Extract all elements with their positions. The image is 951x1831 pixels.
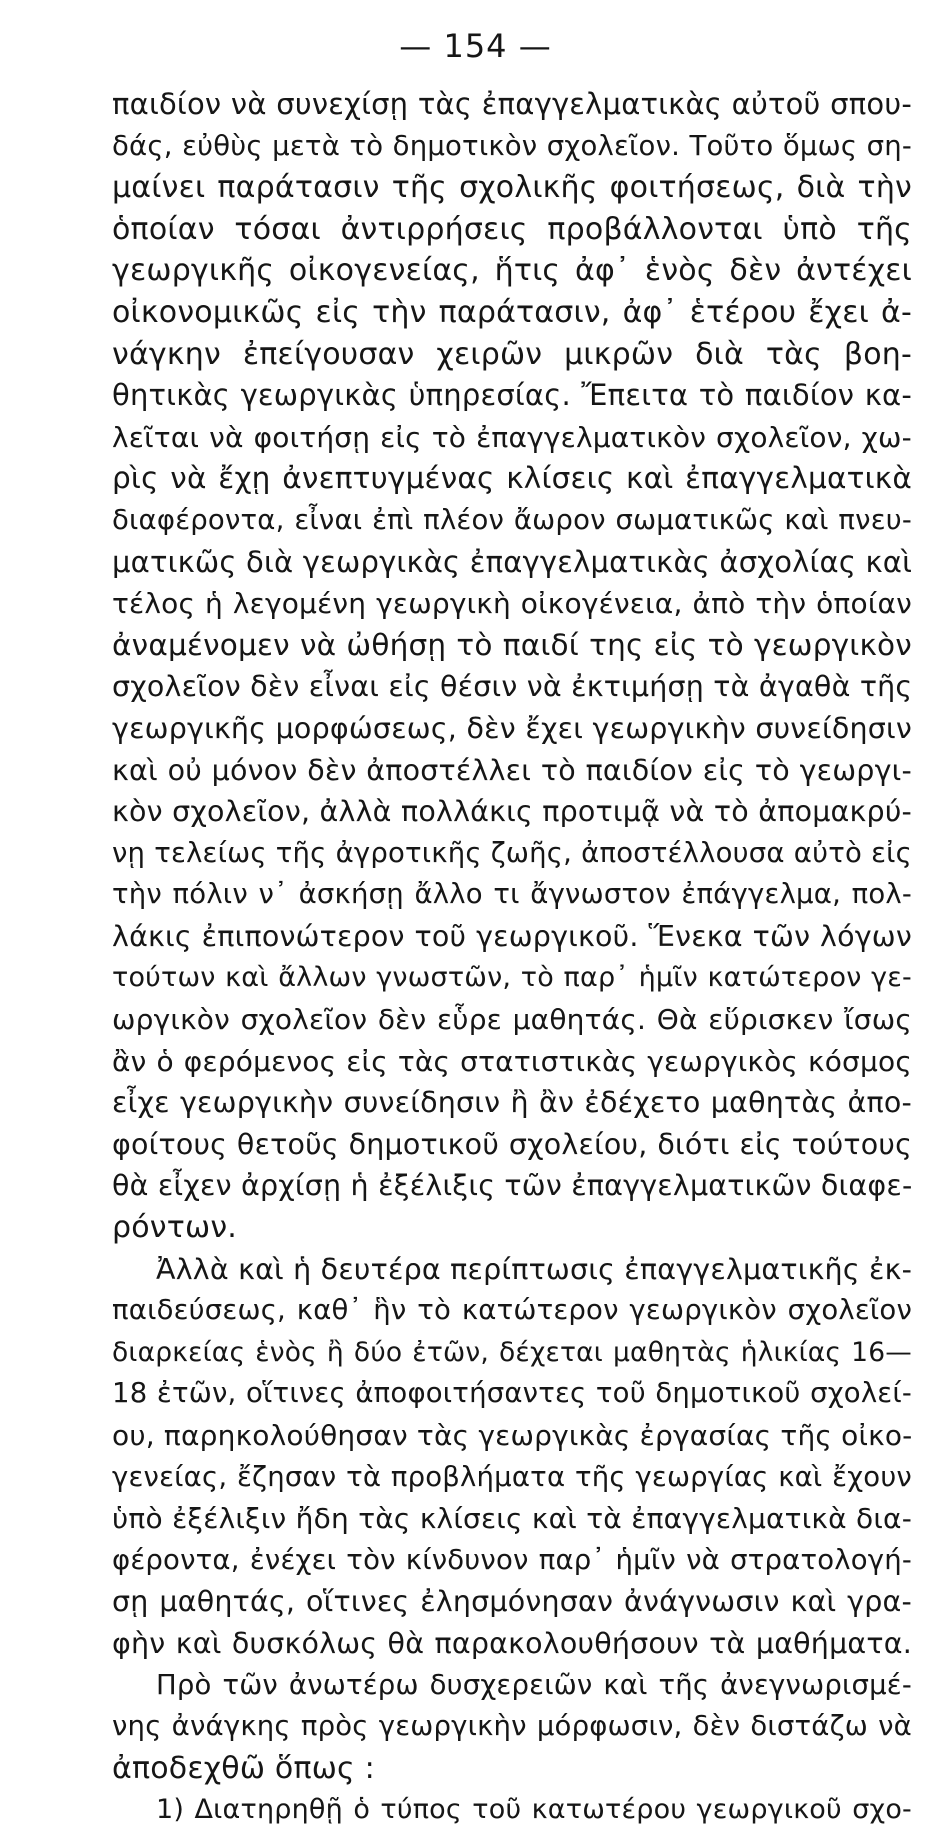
text-line: σχολεῖον δὲν εἶναι εἰς θέσιν νὰ ἐκτιμήσῃ τὰ ἀγαθὰ τῆς — [112, 670, 913, 704]
text-line: 18 ἐτῶν, οἵτινες ἀποφοιτήσαντες τοῦ δημοτικοῦ σχολεί- — [112, 1377, 912, 1410]
text-line: διαρκείας ἑνὸς ἢ δύο ἐτῶν, δέχεται μαθητὰς ἡλικίας 16— — [112, 1336, 912, 1368]
text-line: οἰκονομικῶς εἰς τὴν παράτασιν, ἀφ᾿ ἑτέρου ἔχει ἀ- — [112, 294, 912, 330]
text-line: ἀναμένομεν νὰ ὠθήσῃ τὸ παιδί της εἰς τὸ γεωργικὸν — [112, 627, 912, 662]
text-line: τούτων καὶ ἄλλων γνωστῶν, τὸ παρ᾿ ἡμῖν κατώτερον γε- — [112, 962, 912, 994]
text-line: δάς, εὐθὺς μετὰ τὸ δημοτικὸν σχολεῖον. Τοῦτο ὅμως ση- — [112, 129, 912, 162]
text-line: ὑπὸ ἐξέλιξιν ἤδη τὰς κλίσεις καὶ τὰ ἐπαγγελματικὰ δια- — [112, 1502, 912, 1536]
body-text — [112, 84, 912, 1831]
text-line: γενείας, ἔζησαν τὰ προβλήματα τῆς γεωργίας καὶ ἔχουν — [112, 1460, 912, 1493]
text-line: 1) Διατηρηθῇ ὁ τύπος τοῦ κατωτέρου γεωργικοῦ σχο- — [156, 1794, 912, 1826]
text-line: Πρὸ τῶν ἀνωτέρω δυσχερειῶν καὶ τῆς ἀνεγνωρισμέ- — [156, 1668, 912, 1701]
text-line: εἶχε γεωργικὴν συνείδησιν ἢ ἂν ἐδέχετο μαθητὰς ἀπο- — [112, 1086, 912, 1120]
text-line: ου, παρηκολούθησαν τὰς γεωργικὰς ἐργασίας τῆς οἰκο- — [112, 1419, 913, 1452]
text-line: τέλος ἡ λεγομένη γεωργικὴ οἰκογένεια, ἀπὸ τὴν ὁποίαν — [112, 587, 912, 621]
text-line: ὁποίαν τόσαι ἀντιρρήσεις προβάλλονται ὑπὸ τῆς — [112, 211, 912, 247]
text-line: παιδίον νὰ συνεχίσῃ τὰς ἐπαγγελματικὰς αὐτοῦ σπου- — [112, 87, 912, 121]
text-line: λεῖται νὰ φοιτήσῃ εἰς τὸ ἐπαγγελματικὸν σχολεῖον, χω- — [112, 420, 912, 454]
text-line: νάγκην ἐπείγουσαν χειρῶν μικρῶν διὰ τὰς βοη- — [112, 336, 912, 372]
text-line: ἀποδεχθῶ ὅπως : — [112, 1750, 375, 1786]
text-line: παιδεύσεως, καθ᾿ ἣν τὸ κατώτερον γεωργικὸν σχολεῖον — [112, 1294, 912, 1327]
text-line: ωργικὸν σχολεῖον δὲν εὗρε μαθητάς. Θὰ εὕρισκεν ἴσως — [112, 1003, 912, 1037]
text-line: νῃ τελείως τῆς ἀγροτικῆς ζωῆς, ἀποστέλλουσα αὐτὸ εἰς — [112, 836, 912, 869]
text-line: φέροντα, ἐνέχει τὸν κίνδυνον παρ᾿ ἡμῖν νὰ στρατολογή- — [112, 1543, 912, 1576]
text-line: θὰ εἶχεν ἀρχίσῃ ἡ ἐξέλιξις τῶν ἐπαγγελματικῶν διαφε- — [112, 1169, 913, 1203]
text-line: φὴν καὶ δυσκόλως θὰ παρακολουθήσουν τὰ μαθήματα. — [112, 1626, 912, 1660]
text-line: ματικῶς διὰ γεωργικὰς ἐπαγγελματικὰς ἀσχολίας καὶ — [112, 544, 913, 579]
text-line: ἂν ὁ φερόμενος εἰς τὰς στατιστικὰς γεωργικὸς κόσμος — [112, 1044, 912, 1078]
text-line: θητικὰς γεωργικὰς ὑπηρεσίας. Ἔπειτα τὸ παιδίον κα- — [112, 378, 912, 413]
text-line: φοίτους θετοῦς δημοτικοῦ σχολείου, διότι εἰς τούτους — [112, 1127, 912, 1161]
text-line: Ἀλλὰ καὶ ἡ δευτέρα περίπτωσις ἐπαγγελματικῆς ἐκ- — [156, 1252, 913, 1286]
text-line: τὴν πόλιν ν᾿ ἀσκήσῃ ἄλλο τι ἄγνωστον ἐπάγγελμα, πολ- — [112, 878, 912, 911]
text-line: σῃ μαθητάς, οἵτινες ἐλησμόνησαν ἀνάγνωσιν καὶ γρα- — [112, 1585, 912, 1619]
page-number: — 154 — — [399, 27, 552, 65]
text-line: ρόντων. — [112, 1210, 238, 1246]
text-line: μαίνει παράτασιν τῆς σχολικῆς φοιτήσεως, διὰ τὴν — [112, 170, 912, 206]
text-line: γεωργικῆς μορφώσεως, δὲν ἔχει γεωργικὴν συνείδησιν — [112, 711, 912, 745]
text-line: λάκις ἐπιπονώτερον τοῦ γεωργικοῦ. Ἕνεκα τῶν λόγων — [112, 919, 912, 953]
text-line: γεωργικῆς οἰκογενείας, ἥτις ἀφ᾿ ἑνὸς δὲν ἀντέχει — [112, 253, 912, 289]
text-line: νης ἀνάγκης πρὸς γεωργικὴν μόρφωσιν, δὲν διστάζω νὰ — [112, 1710, 912, 1743]
text-line: διαφέροντα, εἶναι ἐπὶ πλέον ἄωρον σωματικῶς καὶ πνευ- — [112, 503, 912, 536]
text-line: καὶ οὐ μόνον δὲν ἀποστέλλει τὸ παιδίον εἰς τὸ γεωργι- — [112, 753, 912, 787]
text-line: ρὶς νὰ ἔχῃ ἀνεπτυγμένας κλίσεις καὶ ἐπαγγελματικὰ — [112, 461, 912, 496]
text-line: κὸν σχολεῖον, ἀλλὰ πολλάκις προτιμᾷ νὰ τὸ ἀπομακρύ- — [112, 795, 912, 829]
